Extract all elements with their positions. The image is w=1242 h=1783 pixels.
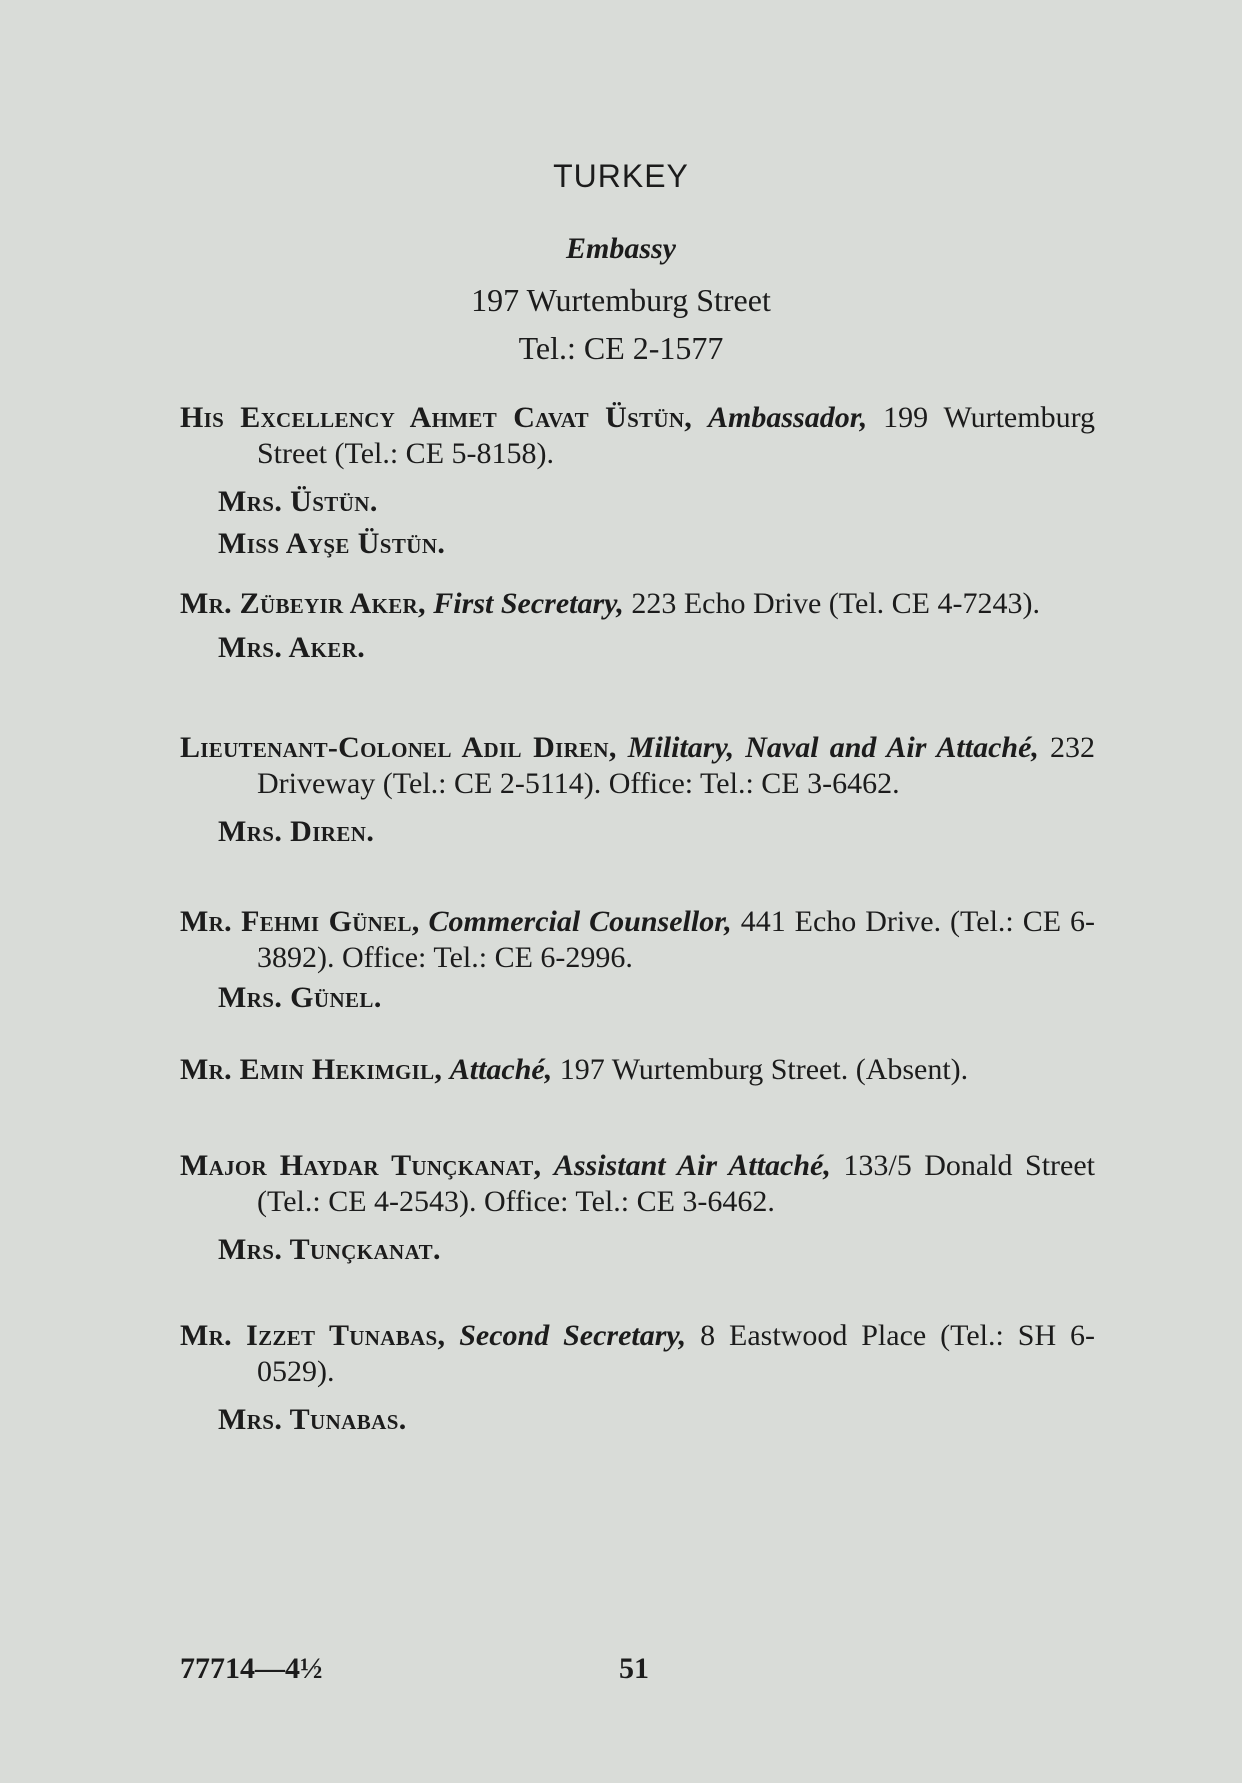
staff-details: 199 Wurtemburg Street (Tel.: CE 5-8158). [257, 401, 1096, 470]
staff-name: Mr. Fehmi Günel, [180, 905, 420, 938]
dependent-name: Mrs. Tunabas. [218, 1403, 407, 1436]
staff-entry-ambassador [180, 400, 1095, 562]
entry-main-text [180, 400, 1095, 472]
printer-code: 77714—4½ [180, 1652, 323, 1685]
entry-main-text [180, 1148, 1095, 1220]
entry-main-text [180, 904, 1095, 976]
dependent-name: Mrs. Tunçkanat. [218, 1233, 441, 1266]
dependent-name: Mrs. Günel. [218, 981, 382, 1014]
staff-name: Lieutenant-Colonel Adil Diren, [180, 731, 617, 764]
staff-role: First Secretary, [433, 587, 624, 620]
dependent-name: Miss Ayşe Üstün. [218, 527, 446, 560]
staff-role: Second Secretary, [459, 1319, 687, 1352]
staff-details: 232 Driveway (Tel.: CE 2-5114). Office: Tel.: CE 3-6462. [257, 731, 1096, 800]
staff-role: Assistant Air Attaché, [553, 1149, 831, 1182]
staff-entry-assistant-air-attache [180, 1148, 1095, 1268]
office-phone: Tel.: CE 2-1577 [518, 330, 724, 366]
staff-details: 223 Echo Drive (Tel. CE 4-7243). [631, 587, 1040, 620]
staff-details: 197 Wurtemburg Street. (Absent). [559, 1053, 969, 1086]
staff-name: Mr. Emin Hekimgil, [180, 1053, 443, 1086]
office-type: Embassy [565, 232, 676, 265]
dependent-name: Mrs. Aker. [218, 631, 366, 664]
country-heading: TURKEY [553, 158, 689, 194]
dependent-name: Mrs. Üstün. [218, 485, 378, 518]
entry-main-text [180, 1318, 1095, 1390]
staff-entry-first-secretary [180, 586, 1095, 666]
staff-name: His Excellency Ahmet Cavat Üstün, [180, 401, 693, 434]
staff-role: Commercial Counsellor, [428, 905, 732, 938]
staff-entry-second-secretary [180, 1318, 1095, 1438]
staff-name: Major Haydar Tunçkanat, [180, 1149, 542, 1182]
staff-role: Attaché, [449, 1053, 553, 1086]
staff-name: Mr. Izzet Tunabas, [180, 1319, 446, 1352]
staff-entry-attache [180, 1052, 1095, 1088]
dependent-name: Mrs. Diren. [218, 815, 375, 848]
staff-entry-military-attache [180, 730, 1095, 850]
staff-details: 441 Echo Drive. (Tel.: CE 6-3892). Office: Tel.: CE 6-2996. [257, 905, 1096, 974]
page-number: 51 [619, 1652, 649, 1685]
entry-main-text [180, 730, 1095, 802]
staff-name: Mr. Zübeyir Aker, [180, 587, 426, 620]
office-address: 197 Wurtemburg Street [471, 282, 771, 318]
staff-details: 133/5 Donald Street (Tel.: CE 4-2543). Office: Tel.: CE 3-6462. [257, 1149, 1095, 1218]
staff-details: 8 Eastwood Place (Tel.: SH 6-0529). [257, 1319, 1096, 1388]
staff-entry-commercial-counsellor [180, 904, 1095, 1016]
staff-role: Ambassador, [708, 401, 868, 434]
entry-main-text [180, 1052, 1095, 1088]
entry-main-text [180, 586, 1095, 622]
staff-role: Military, Naval and Air Attaché, [627, 731, 1039, 764]
